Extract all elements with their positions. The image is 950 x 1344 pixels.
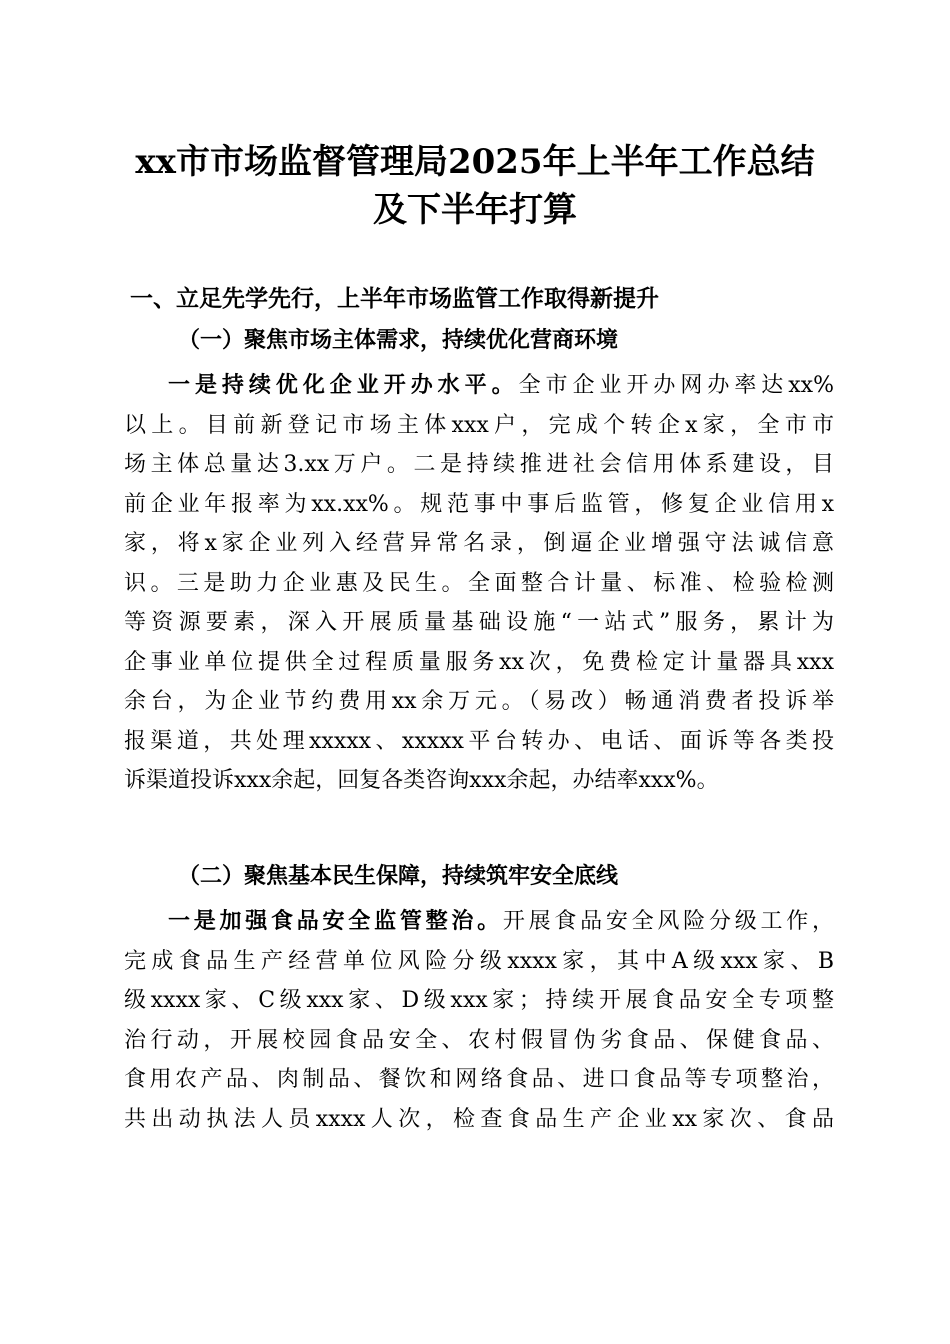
document-title (60, 138, 890, 234)
subsection-heading-1: （一）聚焦市场主体需求，持续优化营商环境 (178, 328, 619, 353)
paragraph-2-line: 级xxxx家、C级xxx家、D级xxx家；持续开展食品安全专项整 (124, 988, 834, 1013)
paragraph-1-line: 等资源要素，深入开展质量基础设施“一站式”服务，累计为 (124, 610, 834, 635)
paragraph-1-line: 报渠道，共处理xxxxx、xxxxx平台转办、电话、面诉等各类投 (124, 728, 834, 754)
paragraph-1-line: 余台，为企业节约费用xx余万元。（易改）畅通消费者投诉举 (124, 689, 834, 714)
paragraph-1-line: 诉渠道投诉xxx余起，回复各类咨询xxx余起，办结率xxx%。 (124, 768, 719, 793)
paragraph-2-line: 完成食品生产经营单位风险分级xxxx家，其中A级xxx家、B (124, 948, 834, 974)
paragraph-1 (124, 366, 834, 801)
paragraph-2 (124, 902, 834, 1139)
paragraph-1-line: 以上。目前新登记市场主体xxx户，完成个转企x家，全市市 (124, 412, 834, 438)
paragraph-1-line-1: 一是持续优化企业开办水平。全市企业开办网办率达xx% (168, 373, 834, 398)
paragraph-2-line: 食用农产品、肉制品、餐饮和网络食品、进口食品等专项整治， (124, 1067, 834, 1092)
paragraph-2-lead: 一是加强食品安全监管整治。 (168, 909, 503, 934)
paragraph-2-line: 共出动执法人员xxxx人次，检查食品生产企业xx家次、食品 (124, 1106, 834, 1132)
title-line-1: xx市市场监督管理局2025年上半年工作总结 (135, 142, 815, 182)
paragraph-2-line-1: 一是加强食品安全监管整治。开展食品安全风险分级工作， (168, 909, 834, 934)
paragraph-1-line: 场主体总量达3.xx万户。二是持续推进社会信用体系建设，目 (124, 452, 834, 477)
paragraph-1-line: 家，将x家企业列入经营异常名录，倒逼企业增强守法诚信意 (124, 531, 834, 556)
paragraph-2-line: 治行动，开展校园食品安全、农村假冒伪劣食品、保健食品、 (124, 1027, 834, 1053)
title-line-2: 及下半年打算 (373, 190, 577, 230)
paragraph-1-line: 企事业单位提供全过程质量服务xx次，免费检定计量器具xxx (124, 649, 834, 675)
paragraph-1-lead: 一是持续优化企业开办水平。 (168, 373, 519, 398)
section-heading-1: 一、立足先学先行，上半年市场监管工作取得新提升 (130, 286, 659, 312)
subsection-heading-2: （二）聚焦基本民生保障，持续筑牢安全底线 (178, 864, 619, 889)
paragraph-1-line: 前企业年报率为xx.xx%。规范事中事后监管，修复企业信用x (124, 491, 834, 517)
paragraph-1-line: 识。三是助力企业惠及民生。全面整合计量、标准、检验检测 (124, 570, 834, 596)
